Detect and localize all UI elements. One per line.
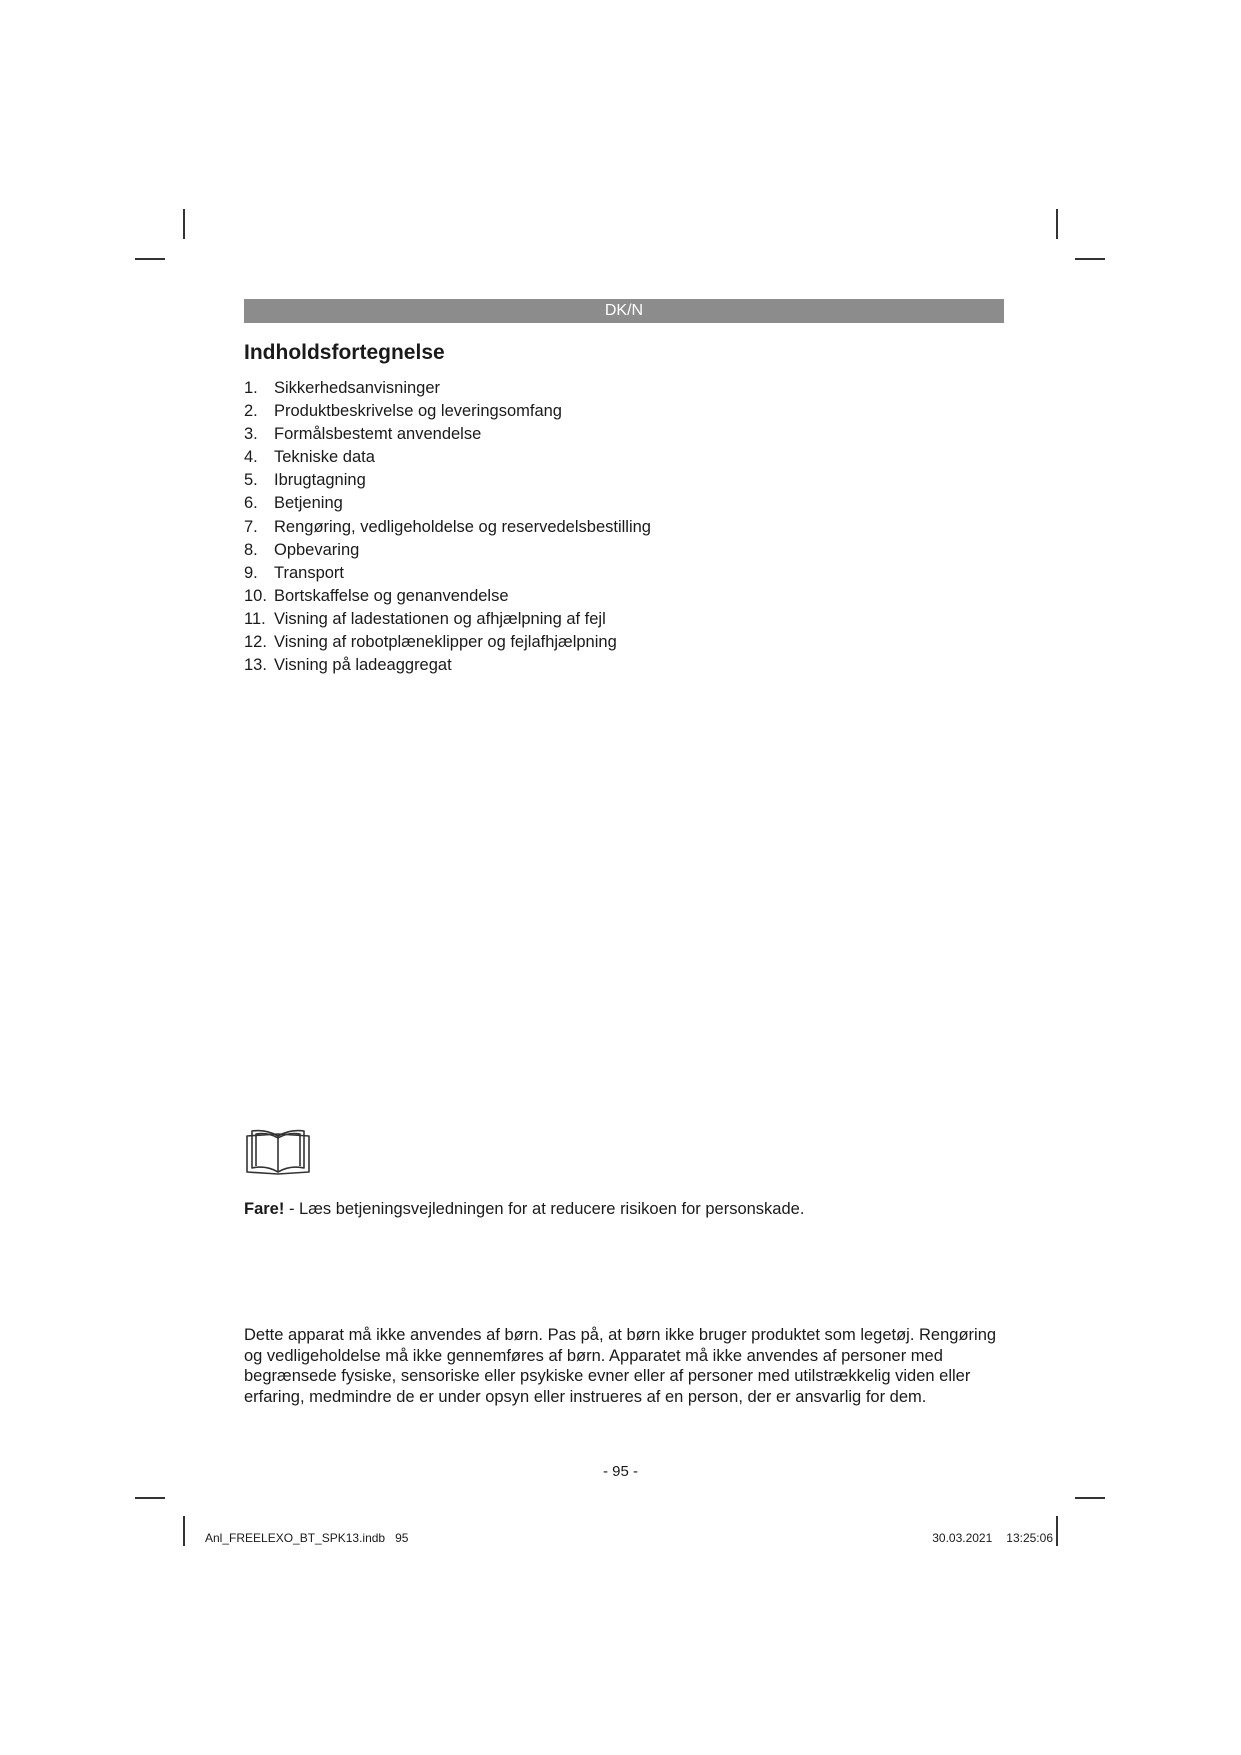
toc-item-number: 2. <box>244 402 258 421</box>
toc-item <box>244 516 651 539</box>
toc-item-label: Visning af ladestationen og afhjælpning af fejl <box>274 609 606 628</box>
body-paragraph: Dette apparat må ikke anvendes af børn. Pas på, at børn ikke bruger produktet som legetøj. Rengøring og vedligeholdelse må ikke gennemføres af børn. Apparatet må ikke anvendes af personer med begrænsede fysiske, sensoriske eller psykiske evner eller af personer med utilstrækkelig viden eller erfaring, medmindre de er under opsyn eller instrueres af en person, der er ansvarlig for dem. <box>244 1326 997 1406</box>
toc-item-label: Formålsbestemt anvendelse <box>274 425 482 444</box>
toc-item-number: 10. <box>244 586 267 605</box>
footer-date: 30.03.2021 <box>932 1531 993 1545</box>
toc-item-number: 5. <box>244 471 258 490</box>
toc-item <box>244 423 651 446</box>
toc-item <box>244 585 651 608</box>
toc-item-label: Visning på ladeaggregat <box>274 656 452 675</box>
toc-item-label: Opbevaring <box>274 540 360 559</box>
page-number: - 95 - <box>602 1463 638 1480</box>
crop-mark-bottom-left-vertical <box>183 1516 185 1546</box>
toc-item-number: 6. <box>244 494 258 513</box>
toc-item-label: Transport <box>274 563 344 582</box>
toc-item-number: 3. <box>244 425 258 444</box>
toc-item-label: Bortskaffelse og genanvendelse <box>274 586 509 605</box>
toc-item-number: 12. <box>244 633 267 652</box>
toc-item <box>244 631 651 654</box>
toc-item-label: Visning af robotplæneklipper og fejlafhjælpning <box>274 633 617 652</box>
toc-item <box>244 446 651 469</box>
crop-mark-bottom-right-horizontal <box>1075 1497 1105 1499</box>
warning-text: - Læs betjeningsvejledningen for at reducere risikoen for personskade. <box>284 1200 805 1218</box>
toc-item-number: 1. <box>244 379 258 397</box>
crop-mark-top-left-horizontal <box>135 258 165 260</box>
crop-mark-bottom-right-vertical <box>1056 1516 1058 1546</box>
toc-item <box>244 539 651 562</box>
toc-item-number: 8. <box>244 540 258 559</box>
toc-item-number: 7. <box>244 517 258 536</box>
toc-title: Indholdsfortegnelse <box>244 341 445 364</box>
toc-item-number: 4. <box>244 448 258 467</box>
toc-item-number: 11. <box>244 609 266 628</box>
footer-time: 13:25:06 <box>1006 1531 1053 1545</box>
crop-mark-top-left-vertical <box>183 209 185 239</box>
open-book-icon <box>244 1128 312 1178</box>
crop-mark-top-right-vertical <box>1056 209 1058 239</box>
toc-item-label: Rengøring, vedligeholdelse og reservedelsbestilling <box>274 517 651 536</box>
toc-item-label: Tekniske data <box>274 448 375 467</box>
crop-mark-top-right-horizontal <box>1075 258 1105 260</box>
toc-item-label: Produktbeskrivelse og leveringsomfang <box>274 402 562 421</box>
toc-item <box>244 654 651 677</box>
toc-item-label: Ibrugtagning <box>274 471 366 490</box>
footer-timestamp <box>932 1531 1053 1545</box>
footer-file-name: Anl_FREELEXO_BT_SPK13.indb 95 <box>205 1531 409 1545</box>
toc-item <box>244 377 651 400</box>
toc-list <box>244 377 651 677</box>
toc-item-label: Betjening <box>274 494 343 513</box>
toc-item-label: Sikkerhedsanvisninger <box>274 379 441 397</box>
toc-item <box>244 492 651 515</box>
toc-item-number: 9. <box>244 563 258 582</box>
section-language-bar: DK/N <box>244 299 1004 323</box>
warning-label: Fare! <box>244 1200 285 1218</box>
toc-item <box>244 608 651 631</box>
toc-item <box>244 562 651 585</box>
toc-item-number: 13. <box>244 656 267 675</box>
warning-note <box>244 1198 804 1220</box>
toc-item <box>244 400 651 423</box>
toc-item <box>244 469 651 492</box>
crop-mark-bottom-left-horizontal <box>135 1497 165 1499</box>
